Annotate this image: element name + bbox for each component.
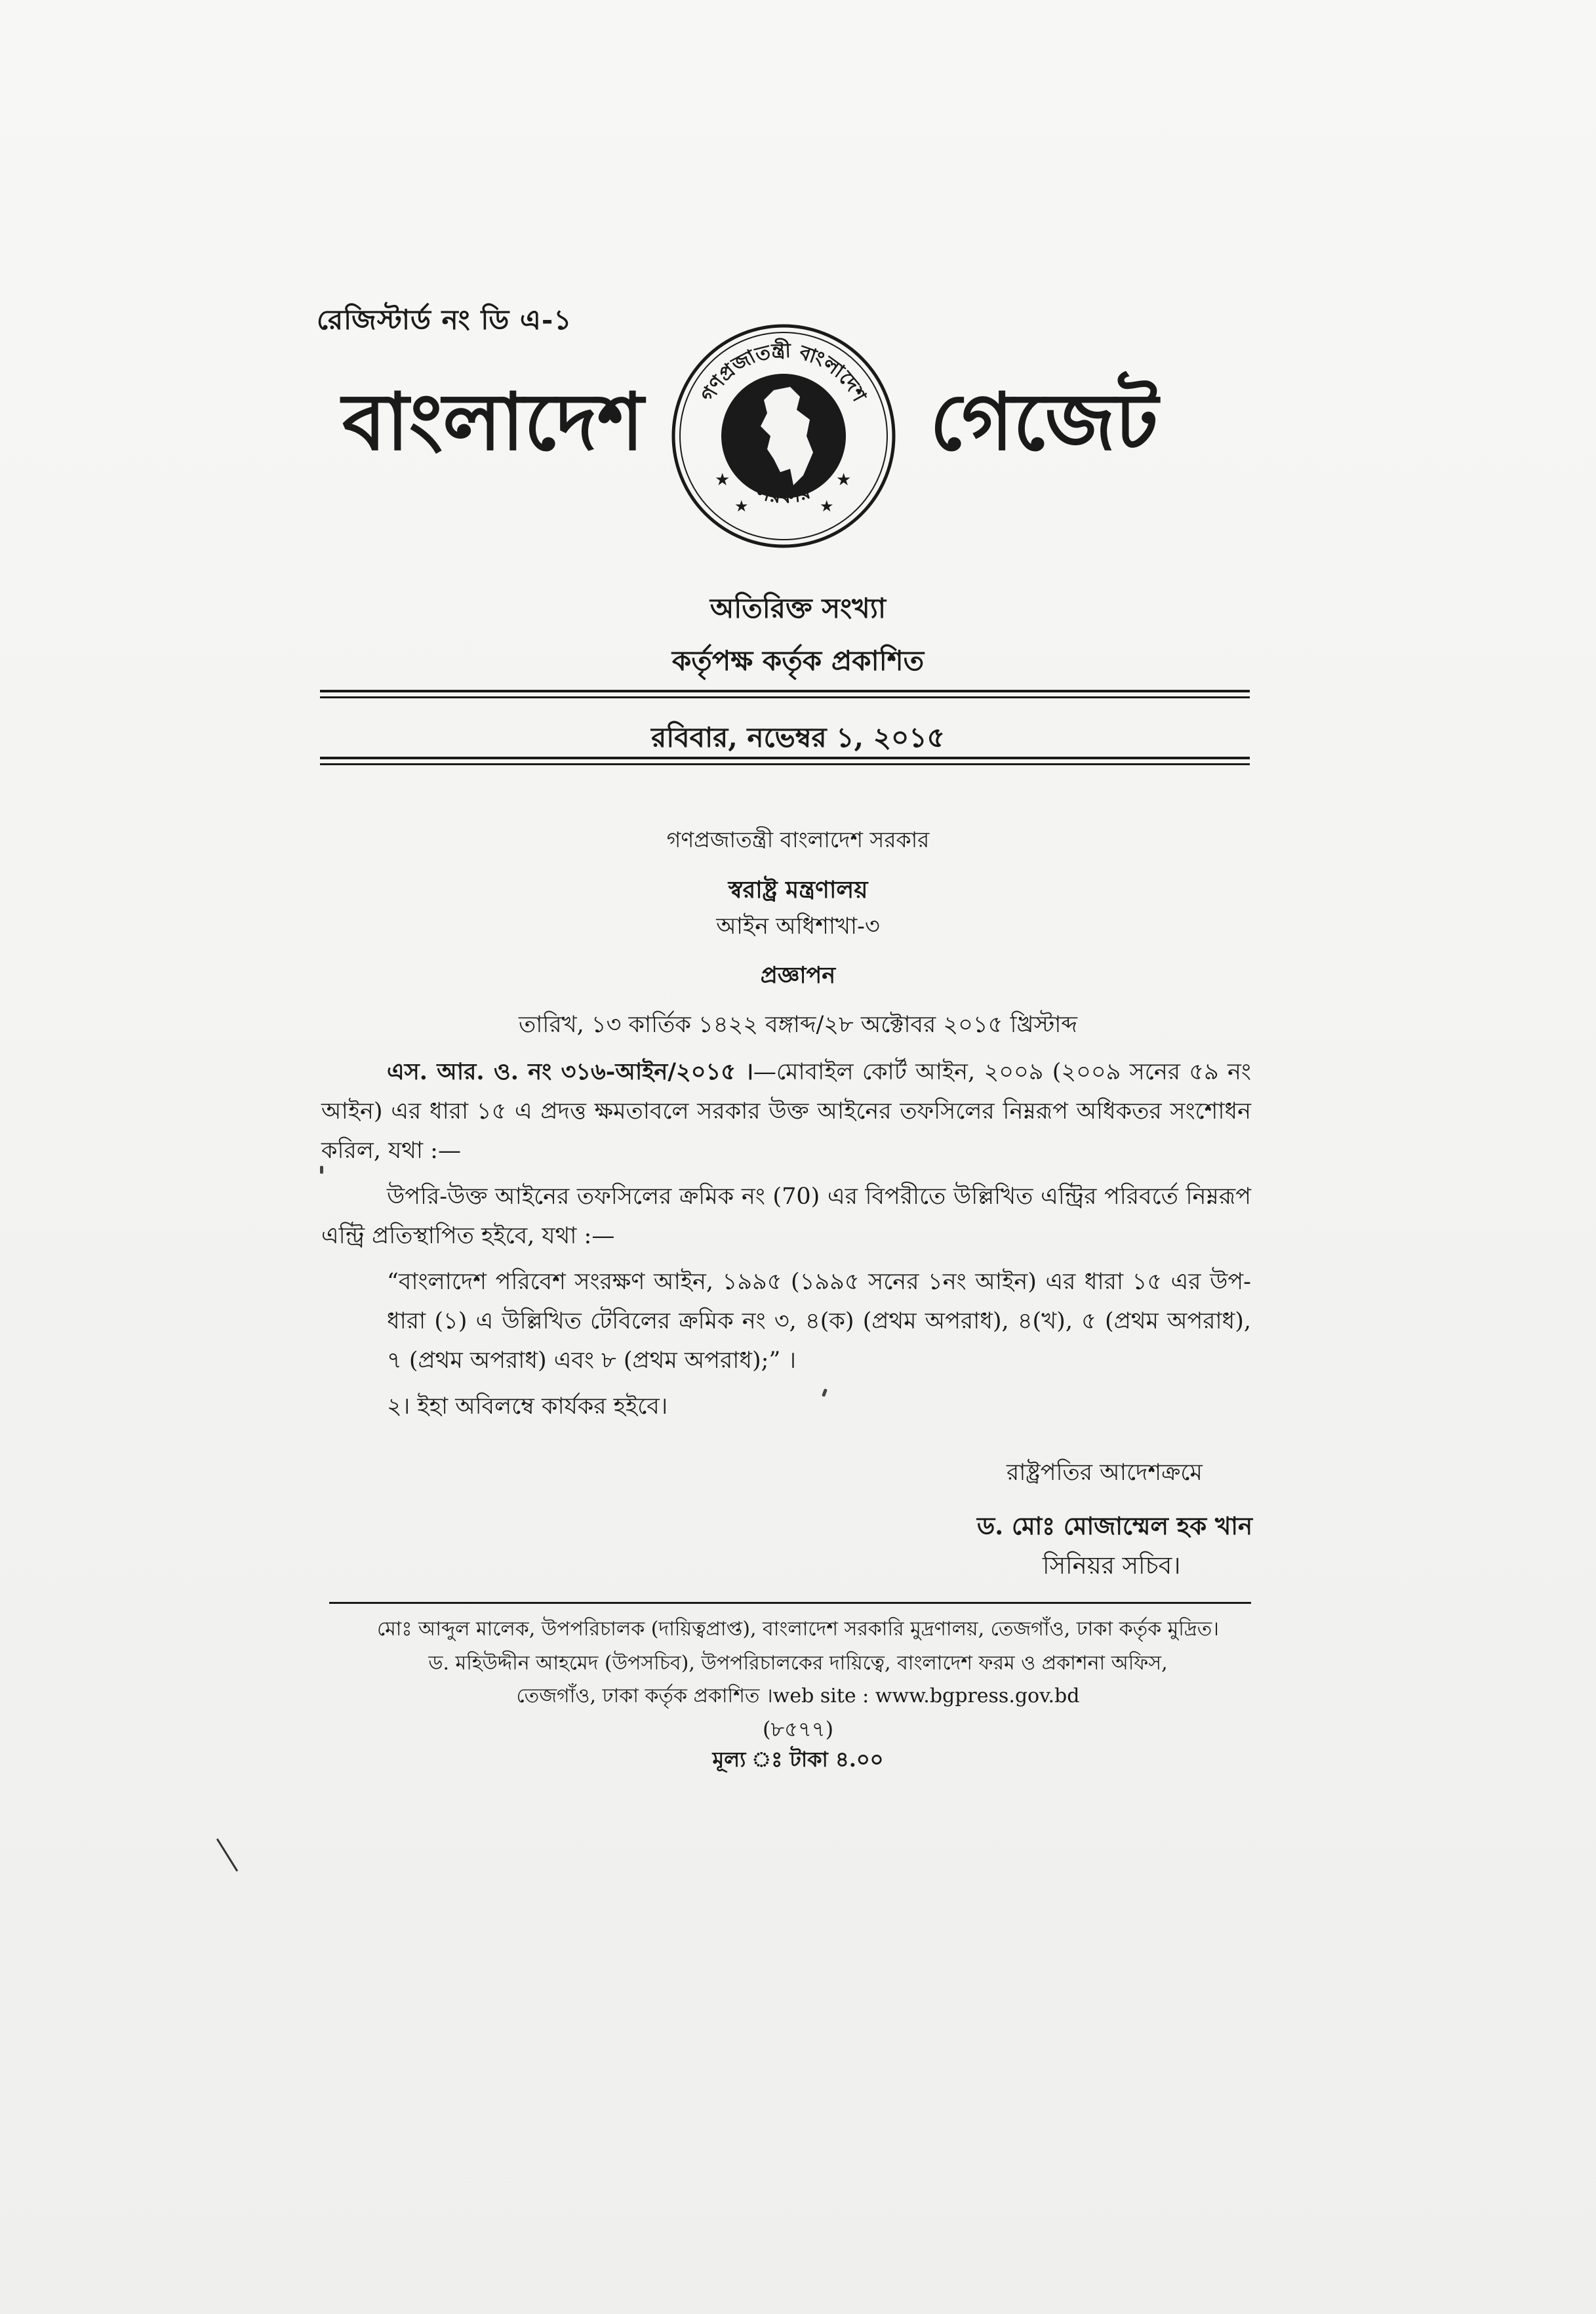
header-double-rule-top [320, 690, 1250, 698]
stray-dot [320, 1166, 323, 1174]
paragraph-4-effective: ২। ইহা অবিলম্বে কার্যকর হইবে। [387, 1393, 668, 1420]
stray-mark [216, 1839, 238, 1872]
ministry-name: স্বরাষ্ট্র মন্ত্রণালয় [728, 876, 868, 904]
footer-printer-line: মোঃ আব্দুল মালেক, উপপরিচালক (দায়িত্বপ্রাপ্ত), বাংলাদেশ সরকারি মুদ্রণালয়, তেজগাঁও, ঢাকা কর্তৃক মুদ্রিত। [376, 1618, 1220, 1641]
gazette-title-bangladesh: বাংলাদেশ [342, 377, 644, 468]
government-name: গণপ্রজাতন্ত্রী বাংলাদেশ সরকার [666, 827, 930, 852]
notice-title: প্রজ্ঞাপন [760, 962, 836, 989]
issue-date: রবিবার, নভেম্বর ১, ২০১৫ [651, 721, 945, 753]
signatory-name: ড. মোঃ মোজাম্মেল হক খান [977, 1511, 1253, 1540]
svg-text:★: ★ [836, 470, 852, 490]
footer-publisher-line: ড. মহিউদ্দীন আহমেদ (উপসচিব), উপপরিচালকের দায়িত্বে, বাংলাদেশ ফরম ও প্রকাশনা অফিস, [428, 1652, 1168, 1675]
price: মূল্য ঃ টাকা ৪.০০ [712, 1747, 884, 1772]
sro-reference: এস. আর. ও. নং ৩১৬-আইন/২০১৫ । [387, 1058, 753, 1085]
footer-rule [329, 1602, 1251, 1604]
government-seal-icon [669, 321, 898, 551]
seal-text-top: গণপ্রজাতন্ত্রী বাংলাদেশ [696, 339, 871, 406]
footer-website-line: তেজগাঁও, ঢাকা কর্তৃক প্রকাশিত ।web site : www.bgpress.gov.bd [516, 1685, 1080, 1707]
paragraph-2: উপরি-উক্ত আইনের তফসিলের ক্রমিক নং (70) এর বিপরীতে উল্লিখিত এন্ট্রির পরিবর্তে নিম্নরূপ এন্ট্রি প্রতিস্থাপিত হইবে, যথা :— [321, 1184, 1251, 1249]
published-by-label: কর্তৃপক্ষ কর্তৃক প্রকাশিত [671, 645, 925, 677]
paragraph-3-quoted-entry: “বাংলাদেশ পরিবেশ সংরক্ষণ আইন, ১৯৯৫ (১৯৯৫ সনের ১নং আইন) এর ধারা ১৫ এর উপ-ধারা (১) এ উল্লিখিত টেবিলের ক্রমিক নং ৩, ৪(ক) (প্রথম অপরাধ), ৪(খ), ৫ (প্রথম অপরাধ), ৭ (প্রথম অপরাধ) এবং ৮ (প্রথম অপরাধ);” । [387, 1269, 1251, 1374]
svg-text:★: ★ [734, 497, 749, 515]
header-double-rule-bottom [320, 757, 1250, 765]
paragraph-1-text: —মোবাইল কোর্ট আইন, ২০০৯ (২০০৯ সনের ৫৯ নং আইন) এর ধারা ১৫ এ প্রদত্ত ক্ষমতাবলে সরকার উক্ত আইনের তফসিলের নিম্নরূপ অধিকতর সংশোধন করিল, যথা :— [321, 1059, 1251, 1164]
registration-number: রেজিস্টার্ড নং ডি এ-১ [317, 304, 572, 336]
paragraph-1 [321, 1052, 1251, 1170]
gazette-title-gazette: গেজেট [930, 377, 1159, 468]
signature-order: রাষ্ট্রপতির আদেশক্রমে [1007, 1460, 1203, 1486]
signatory-title: সিনিয়র সচিব। [1043, 1551, 1181, 1580]
notice-date: তারিখ, ১৩ কার্তিক ১৪২২ বঙ্গাব্দ/২৮ অক্টোবর ২০১৫ খ্রিস্টাব্দ [519, 1012, 1077, 1038]
page-number: (৮৫৭৭) [762, 1717, 834, 1742]
seal-text-bottom: সরকার [753, 478, 814, 509]
section-name: আইন অধিশাখা-৩ [716, 913, 880, 940]
svg-text:★: ★ [715, 470, 730, 490]
svg-text:★: ★ [820, 497, 834, 515]
extra-issue-label: অতিরিক্ত সংখ্যা [709, 592, 887, 624]
